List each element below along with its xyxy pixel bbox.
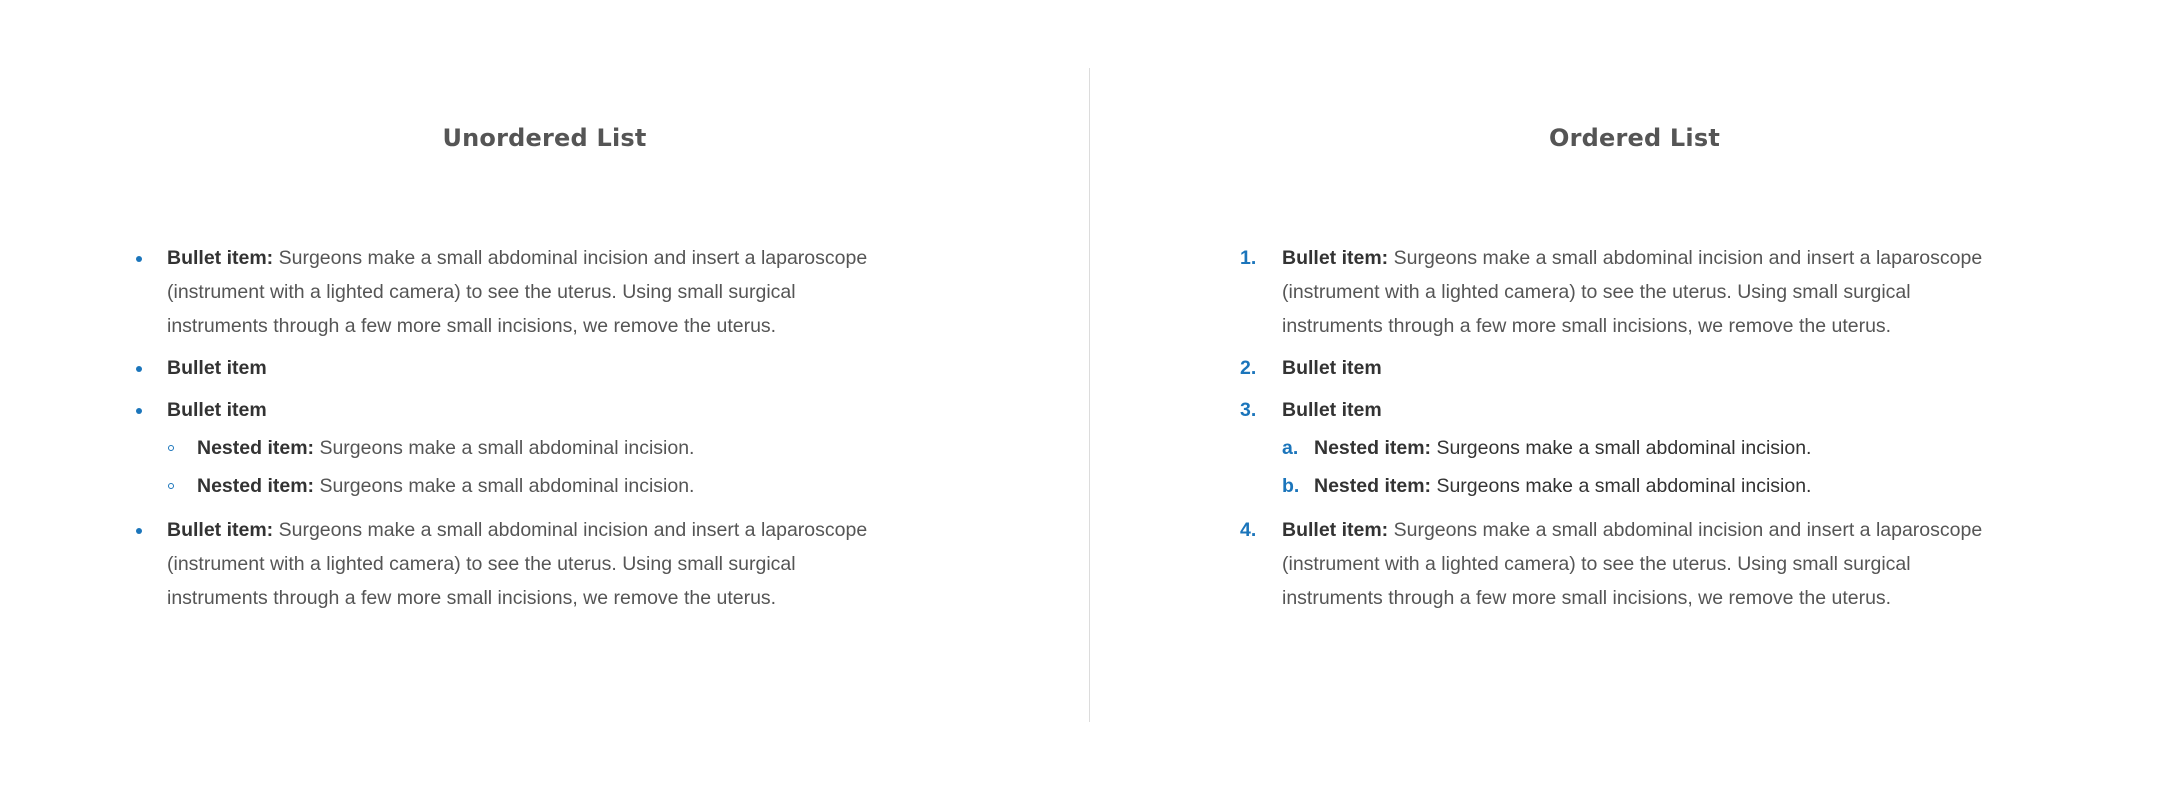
ordered-list-title: Ordered List: [1548, 124, 1721, 152]
item-text: Surgeons make a small abdominal incision and insert a laparoscope (instrument with a lighted camera) to see the uterus. Using small surgical instruments through a few more small incisions, we remove the uterus.: [1282, 519, 1983, 609]
unordered-list-panel: [0, 0, 1089, 789]
list-item: [1240, 393, 2010, 505]
list-item: [1240, 241, 2010, 343]
item-number: 3.: [1240, 399, 1257, 421]
nested-list-item: [1282, 467, 2010, 505]
item-label: Bullet item: [1282, 357, 1382, 379]
item-number: 4.: [1240, 519, 1257, 541]
item-label: Bullet item:: [1282, 247, 1389, 269]
nested-item-text: Surgeons make a small abdominal incision.: [1431, 437, 1812, 459]
nested-item-label: Nested item:: [197, 437, 315, 459]
ordered-list: [1240, 241, 2010, 623]
nested-list-item: [167, 467, 895, 505]
nested-list-item: [167, 429, 895, 467]
nested-item-label: Nested item:: [1314, 437, 1432, 459]
circle-bullet-icon: [168, 483, 174, 489]
list-item: [1240, 351, 2010, 385]
item-label: Bullet item:: [167, 247, 274, 269]
nested-list: [167, 429, 895, 505]
nested-item-label: Nested item:: [1314, 475, 1432, 497]
nested-list: [1282, 429, 2010, 505]
item-number: 1.: [1240, 247, 1257, 269]
item-label: Bullet item: [1282, 399, 1382, 421]
list-item: [1240, 513, 2010, 615]
item-number: 2.: [1240, 357, 1257, 379]
nested-item-text: Surgeons make a small abdominal incision.: [314, 475, 695, 497]
nested-list-item: [1282, 429, 2010, 467]
list-item: [135, 393, 895, 505]
list-item: [135, 241, 895, 343]
nested-item-letter: b.: [1282, 475, 1300, 497]
unordered-list: [135, 241, 895, 623]
nested-item-text: Surgeons make a small abdominal incision.: [314, 437, 695, 459]
nested-item-letter: a.: [1282, 437, 1299, 459]
bullet-icon: [136, 528, 142, 534]
item-text: Surgeons make a small abdominal incision and insert a laparoscope (instrument with a lighted camera) to see the uterus. Using small surgical instruments through a few more small incisions, we remove the uterus.: [1282, 247, 1983, 337]
item-label: Bullet item: [167, 399, 267, 421]
item-label: Bullet item: [167, 357, 267, 379]
list-item: [135, 513, 895, 615]
unordered-list-title: Unordered List: [442, 124, 647, 152]
bullet-icon: [136, 408, 142, 414]
list-item: [135, 351, 895, 385]
ordered-list-panel: [1090, 0, 2179, 789]
nested-item-text: Surgeons make a small abdominal incision.: [1431, 475, 1812, 497]
bullet-icon: [136, 256, 142, 262]
item-label: Bullet item:: [167, 519, 274, 541]
bullet-icon: [136, 366, 142, 372]
circle-bullet-icon: [168, 445, 174, 451]
item-text: Surgeons make a small abdominal incision and insert a laparoscope (instrument with a lighted camera) to see the uterus. Using small surgical instruments through a few more small incisions, we remove the uterus.: [167, 519, 868, 609]
item-text: Surgeons make a small abdominal incision and insert a laparoscope (instrument with a lighted camera) to see the uterus. Using small surgical instruments through a few more small incisions, we remove the uterus.: [167, 247, 868, 337]
nested-item-label: Nested item:: [197, 475, 315, 497]
item-label: Bullet item:: [1282, 519, 1389, 541]
